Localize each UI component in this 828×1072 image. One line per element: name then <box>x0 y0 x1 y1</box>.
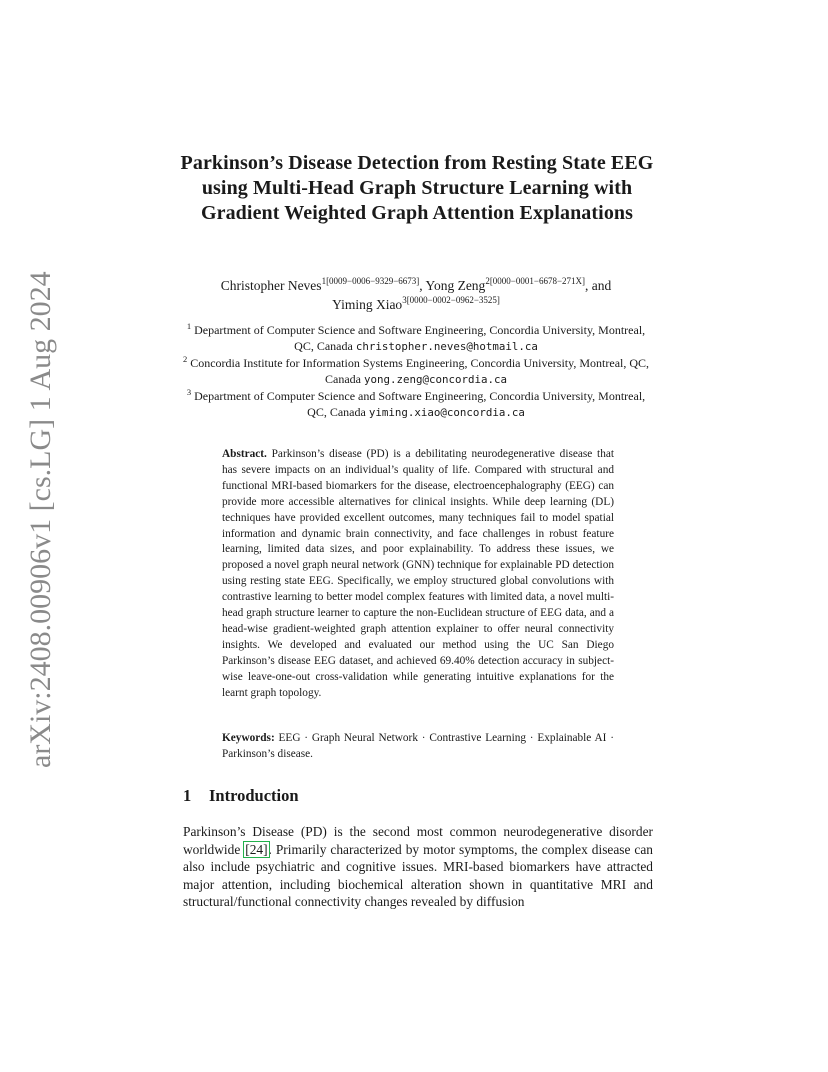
abstract <box>222 447 614 702</box>
author-orcid: 1[0009−0006−9329−6673] <box>321 276 420 286</box>
affiliation-text: Department of Computer Science and Software Engineering, Concordia University, Montreal, QC, Canada <box>194 389 646 419</box>
section-number: 1 <box>183 786 192 805</box>
affiliation <box>176 322 656 355</box>
arxiv-stamp: arXiv:2408.00906v1 [cs.LG] 1 Aug 2024 <box>24 271 57 769</box>
intro-text: Parkinson’s Disease (PD) is the second most common neurodegenerative disorder worldwide <box>183 824 653 857</box>
author-orcid: 3[0000−0002−0962−3525] <box>402 295 500 305</box>
affiliation-number: 1 <box>186 321 192 331</box>
affiliation-number: 3 <box>186 387 192 397</box>
keywords <box>222 731 614 763</box>
affiliation-number: 2 <box>182 354 188 364</box>
affiliation-list <box>176 322 656 421</box>
author-list <box>168 276 664 314</box>
intro-paragraph <box>183 823 653 911</box>
citation-link[interactable]: [24] <box>245 841 268 857</box>
author-name: Christopher Neves <box>220 278 322 293</box>
affiliation-email[interactable]: yiming.xiao@concordia.ca <box>368 406 525 419</box>
author-separator: , and <box>585 278 612 293</box>
author-orcid: 2[0000−0001−6678−271X] <box>485 276 586 286</box>
author-separator: , <box>419 278 426 293</box>
abstract-label: Abstract. <box>222 448 267 460</box>
keywords-text: EEG · Graph Neural Network · Contrastive Learning · Explainable AI · Parkinson’s disease. <box>222 732 614 760</box>
author-name: Yong Zeng <box>425 278 486 293</box>
section-heading <box>183 786 663 806</box>
affiliation-email[interactable]: christopher.neves@hotmail.ca <box>355 340 538 353</box>
affiliation-email[interactable]: yong.zeng@concordia.ca <box>363 373 507 386</box>
section-title: Introduction <box>209 786 299 805</box>
paper-title: Parkinson’s Disease Detection from Resting State EEG using Multi-Head Graph Structure Learning with Gradient Weighted Graph Attention Explanations <box>180 152 654 224</box>
affiliation-text: Concordia Institute for Information Systems Engineering, Concordia University, Montreal, QC, Canada <box>190 356 650 386</box>
intro-text: . Primarily characterized by motor symptoms, the complex disease can also include psychiatric and cognitive issues. MRI-based biomarkers have attracted major attention, including biochemical alteration shown in quantitative MRI and structural/functional connectivity changes revealed by diffusion <box>183 841 653 909</box>
abstract-text: Parkinson’s disease (PD) is a debilitating neurodegenerative disease that has severe impacts on an individual’s quality of life. Compared with structural and functional MRI-based biomarkers for the disease, electroencephalography (EEG) can provide more accessible alternatives for clinical insights. While deep learning (DL) techniques have provided excellent outcomes, many techniques fail to model spatial information and dynamic brain connectivity, and face challenges in robust feature learning, limited data sizes, and poor explainability. To address these issues, we proposed a novel graph neural network (GNN) technique for explainable PD detection using resting state EEG. Specifically, we employ structured global convolutions with contrastive learning to better model complex features with limited data, a novel multi-head graph structure learner to capture the non-Euclidean structure of EEG data, and a head-wise gradient-weighted graph attention explainer to offer neural connectivity insights. We developed and evaluated our method using the UC San Diego Parkinson’s disease EEG dataset, and achieved 69.40% detection accuracy in subject-wise leave-one-out cross-validation while generating intuitive explanations for the learnt graph topology. <box>222 448 614 699</box>
affiliation <box>176 388 656 421</box>
affiliation-text: Department of Computer Science and Software Engineering, Concordia University, Montreal, QC, Canada <box>194 323 646 353</box>
author-name: Yiming Xiao <box>332 297 403 312</box>
affiliation <box>176 355 656 388</box>
keywords-label: Keywords: <box>222 732 275 744</box>
